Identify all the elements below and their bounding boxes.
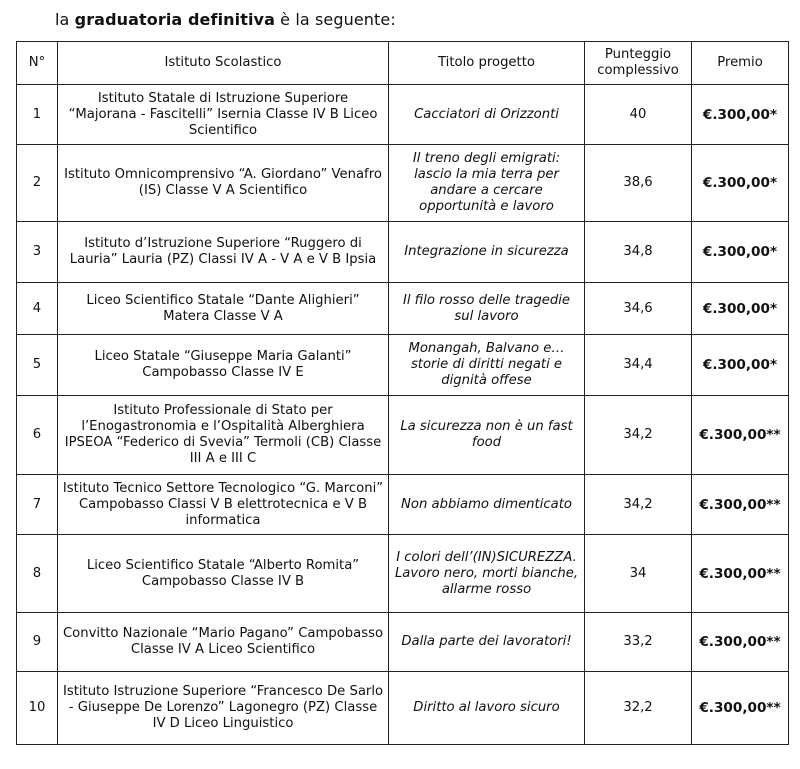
cell-istituto: Convitto Nazionale “Mario Pagano” Campobasso Classe IV A Liceo Scientifico: [58, 613, 389, 672]
cell-premio: €.300,00**: [692, 613, 789, 672]
cell-num: 2: [17, 145, 58, 222]
cell-titolo: Integrazione in sicurezza: [389, 222, 585, 283]
cell-istituto: Istituto Professionale di Stato per l’Enogastronomia e l’Ospitalità Alberghiera IPSEOA “Federico di Svevia” Termoli (CB) Classe III A e III C: [58, 396, 389, 475]
intro-post: è la seguente:: [275, 10, 396, 29]
cell-istituto: Liceo Scientifico Statale “Alberto Romita” Campobasso Classe IV B: [58, 535, 389, 613]
table-row: [17, 85, 789, 145]
table-row: [17, 613, 789, 672]
cell-titolo: Dalla parte dei lavoratori!: [389, 613, 585, 672]
table-row: [17, 222, 789, 283]
cell-istituto: Istituto Statale di Istruzione Superiore “Majorana - Fascitelli” Isernia Classe IV B Liceo Scientifico: [58, 85, 389, 145]
table-row: [17, 396, 789, 475]
intro-text: [55, 10, 396, 29]
cell-punteggio: 34: [585, 535, 692, 613]
table-row: [17, 535, 789, 613]
header-titolo: Titolo progetto: [389, 42, 585, 85]
cell-premio: €.300,00*: [692, 145, 789, 222]
cell-titolo: Il treno degli emigrati: lascio la mia terra per andare a cercare opportunità e lavoro: [389, 145, 585, 222]
cell-num: 10: [17, 672, 58, 745]
cell-istituto: Istituto Istruzione Superiore “Francesco De Sarlo - Giuseppe De Lorenzo” Lagonegro (PZ) Classe IV D Liceo Linguistico: [58, 672, 389, 745]
cell-istituto: Liceo Statale “Giuseppe Maria Galanti” Campobasso Classe IV E: [58, 335, 389, 396]
cell-premio: €.300,00*: [692, 335, 789, 396]
cell-titolo: Il filo rosso delle tragedie sul lavoro: [389, 283, 585, 335]
cell-premio: €.300,00**: [692, 535, 789, 613]
cell-punteggio: 34,8: [585, 222, 692, 283]
cell-num: 6: [17, 396, 58, 475]
cell-num: 9: [17, 613, 58, 672]
table-row: [17, 335, 789, 396]
cell-num: 3: [17, 222, 58, 283]
intro-pre: la: [55, 10, 75, 29]
header-istituto: Istituto Scolastico: [58, 42, 389, 85]
table-row: [17, 475, 789, 535]
cell-punteggio: 34,2: [585, 475, 692, 535]
cell-titolo: Cacciatori di Orizzonti: [389, 85, 585, 145]
cell-punteggio: 34,2: [585, 396, 692, 475]
cell-num: 8: [17, 535, 58, 613]
cell-premio: €.300,00**: [692, 475, 789, 535]
intro-bold: graduatoria definitiva: [74, 10, 275, 29]
table-row: [17, 283, 789, 335]
cell-punteggio: 32,2: [585, 672, 692, 745]
table-header-row: [17, 42, 789, 85]
cell-premio: €.300,00**: [692, 396, 789, 475]
header-premio: Premio: [692, 42, 789, 85]
cell-punteggio: 34,4: [585, 335, 692, 396]
cell-istituto: Istituto d’Istruzione Superiore “Ruggero di Lauria” Lauria (PZ) Classi IV A - V A e V B Ipsia: [58, 222, 389, 283]
cell-premio: €.300,00*: [692, 85, 789, 145]
table-row: [17, 672, 789, 745]
ranking-table: [16, 41, 789, 745]
cell-num: 1: [17, 85, 58, 145]
cell-titolo: Non abbiamo dimenticato: [389, 475, 585, 535]
table-row: [17, 145, 789, 222]
cell-titolo: La sicurezza non è un fast food: [389, 396, 585, 475]
cell-premio: €.300,00**: [692, 672, 789, 745]
cell-titolo: Diritto al lavoro sicuro: [389, 672, 585, 745]
cell-punteggio: 38,6: [585, 145, 692, 222]
cell-premio: €.300,00*: [692, 222, 789, 283]
cell-punteggio: 33,2: [585, 613, 692, 672]
cell-istituto: Istituto Tecnico Settore Tecnologico “G. Marconi” Campobasso Classi V B elettrotecnica e V B informatica: [58, 475, 389, 535]
header-punteggio: Punteggio complessivo: [585, 42, 692, 85]
cell-titolo: I colori dell’(IN)SICUREZZA. Lavoro nero, morti bianche, allarme rosso: [389, 535, 585, 613]
cell-premio: €.300,00*: [692, 283, 789, 335]
cell-istituto: Istituto Omnicomprensivo “A. Giordano” Venafro (IS) Classe V A Scientifico: [58, 145, 389, 222]
cell-titolo: Monangah, Balvano e…storie di diritti negati e dignità offese: [389, 335, 585, 396]
header-num: N°: [17, 42, 58, 85]
cell-num: 5: [17, 335, 58, 396]
cell-num: 7: [17, 475, 58, 535]
cell-num: 4: [17, 283, 58, 335]
cell-punteggio: 40: [585, 85, 692, 145]
cell-istituto: Liceo Scientifico Statale “Dante Alighieri” Matera Classe V A: [58, 283, 389, 335]
cell-punteggio: 34,6: [585, 283, 692, 335]
